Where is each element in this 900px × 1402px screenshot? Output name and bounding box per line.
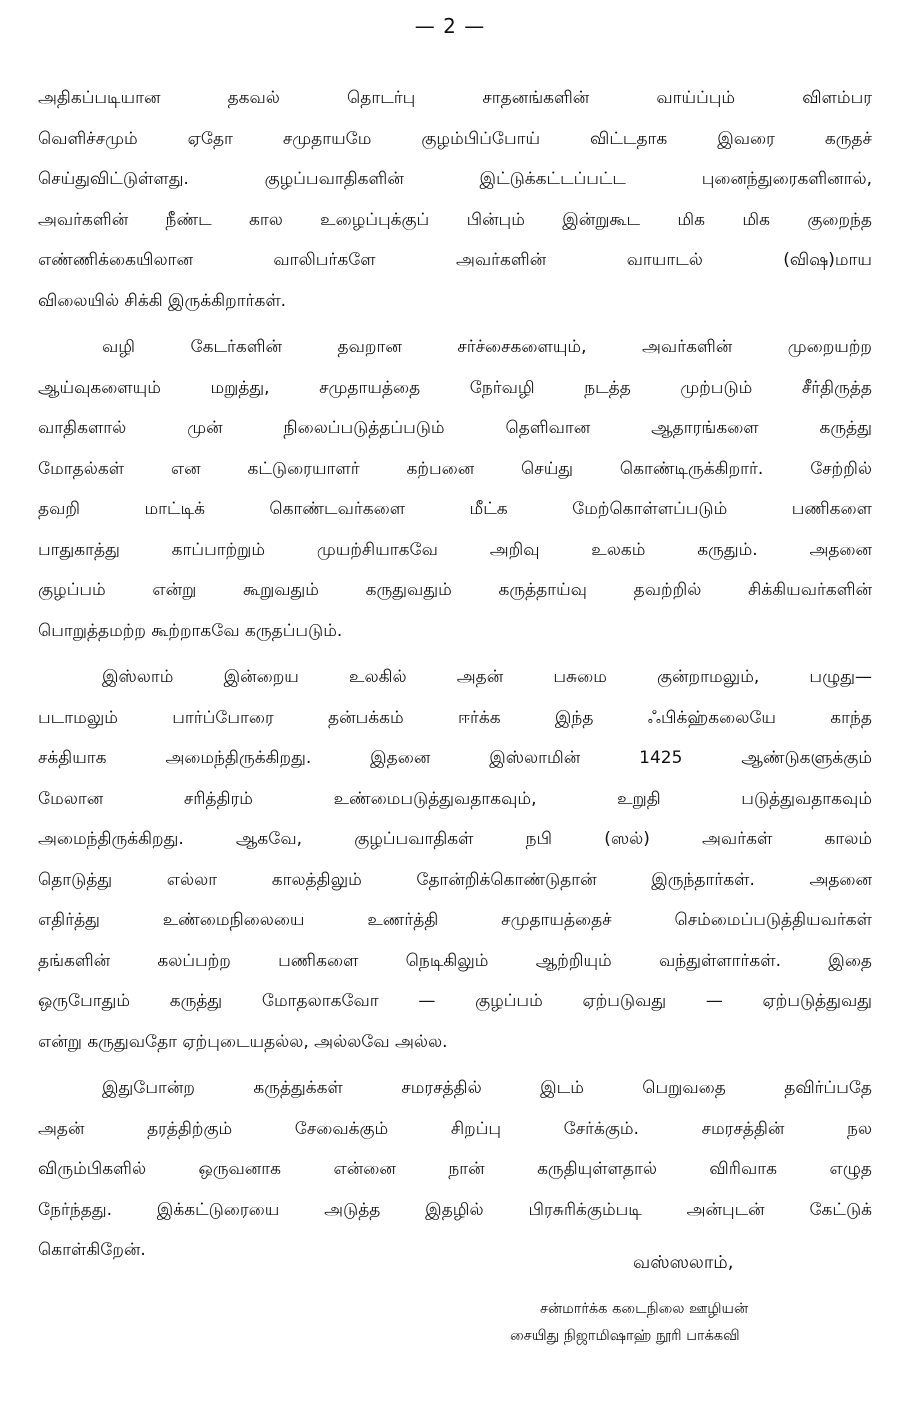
text-line: நேர்ந்தது. இக்கட்டுரையை அடுத்த இதழில் பிரசுரிக்கும்படி அன்புடன் கேட்டுக் [38, 1199, 872, 1220]
page-number: — 2 — [414, 14, 486, 38]
text-line: விலையில் சிக்கி இருக்கிறார்கள். [38, 290, 287, 311]
text-line: சக்தியாக அமைந்திருக்கிறது. இதனை இஸ்லாமின் 1425 ஆண்டுகளுக்கும் [38, 748, 872, 768]
paragraph-1 [38, 78, 872, 321]
text-line: வழி கேடர்களின் தவறான சர்ச்சைகளையும், அவர்களின் முறையற்ற [102, 337, 872, 357]
text-line: என்று கருதுவதோ ஏற்புடையதல்ல, அல்லவே அல்ல. [38, 1031, 448, 1052]
closing-salutation: வஸ்ஸலாம், [633, 1252, 734, 1273]
text-line: அதிகப்படியான தகவல் தொடர்பு சாதனங்களின் வாய்ப்பும் விளம்பர [38, 88, 872, 108]
text-line: செய்துவிட்டுள்ளது. குழப்பவாதிகளின் இட்டுக்கட்டப்பட்ட புனைந்துரைகளினால், [38, 169, 872, 189]
text-line: அமைந்திருக்கிறது. ஆகவே, குழப்பவாதிகள் நபி (ஸல்) அவர்கள் காலம் [38, 829, 872, 849]
signature-name: சையிது நிஜாமிஷாஹ் நூரி பாக்கவி [510, 1328, 740, 1344]
paragraph-2 [38, 327, 872, 651]
text-line: வெளிச்சமும் ஏதோ சமுதாயமே குழம்பிப்போய் விட்டதாக இவரை கருதச் [38, 128, 872, 149]
paragraph-3 [38, 657, 872, 1062]
signature-block [510, 1296, 882, 1350]
text-line: எண்ணிக்கையிலான வாலிபர்களே அவர்களின் வாயாடல் (விஷ)மாய [38, 250, 872, 270]
text-line: அவர்களின் நீண்ட கால உழைப்புக்குப் பின்பும் இன்றுகூட மிக மிக குறைந்த [38, 209, 872, 230]
text-line: மேலான சரித்திரம் உண்மைபடுத்துவதாகவும், உறுதி படுத்துவதாகவும் [38, 788, 872, 809]
text-line: படாமலும் பார்ப்போரை தன்பக்கம் ஈர்க்க இந்த ஃபிக்ஹ்கலையே காந்த [38, 707, 872, 728]
text-line: தவறி மாட்டிக் கொண்டவர்களை மீட்க மேற்கொள்ளப்படும் பணிகளை [38, 499, 872, 519]
text-line: மோதல்கள் என கட்டுரையாளர் கற்பனை செய்து கொண்டிருக்கிறார். சேற்றில் [38, 458, 872, 479]
text-line: தங்களின் கலப்பற்ற பணிகளை நெடிகிலும் ஆற்றியும் வந்துள்ளார்கள். இதை [38, 950, 872, 971]
text-line: தொடுத்து எல்லா காலத்திலும் தோன்றிக்கொண்டுதான் இருந்தார்கள். அதனை [38, 869, 872, 890]
text-line: அதன் தரத்திற்கும் சேவைக்கும் சிறப்பு சேர்க்கும். சமரசத்தின் நல [38, 1118, 872, 1139]
text-line: இஸ்லாம் இன்றைய உலகில் அதன் பசுமை குன்றாமலும், பழுது— [102, 667, 872, 687]
signature-title: சன்மார்க்க கடைநிலை ஊழியன் [540, 1301, 748, 1317]
text-line: கொள்கிறேன். [38, 1240, 146, 1260]
text-line: வாதிகளால் முன் நிலைப்படுத்தப்படும் தெளிவான ஆதாரங்களை கருத்து [38, 418, 872, 438]
text-line: பாதுகாத்து காப்பாற்றும் முயற்சியாகவே அறிவு உலகம் கருதும். அதனை [38, 539, 872, 560]
paragraph-4 [38, 1068, 872, 1271]
text-line: இதுபோன்ற கருத்துக்கள் சமரசத்தில் இடம் பெறுவதை தவிர்ப்பதே [102, 1078, 872, 1098]
text-line: ஒருபோதும் கருத்து மோதலாகவோ — குழப்பம் ஏற்படுவது — ஏற்படுத்துவது [38, 991, 872, 1011]
text-line: குழப்பம் என்று கூறுவதும் கருதுவதும் கருத்தாய்வு தவற்றில் சிக்கியவர்களின் [38, 580, 872, 600]
text-line: ஆய்வுகளையும் மறுத்து, சமுதாயத்தை நேர்வழி நடத்த முற்படும் சீர்திருத்த [38, 377, 872, 398]
text-line: எதிர்த்து உண்மைநிலையை உணர்த்தி சமுதாயத்தைச் செம்மைப்படுத்தியவர்கள் [38, 910, 872, 930]
text-line: விரும்பிகளில் ஒருவனாக என்னை நான் கருதியுள்ளதால் விரிவாக எழுத [38, 1159, 872, 1179]
letter-body [38, 78, 872, 1277]
text-line: பொறுத்தமற்ற கூற்றாகவே கருதப்படும். [38, 620, 343, 641]
